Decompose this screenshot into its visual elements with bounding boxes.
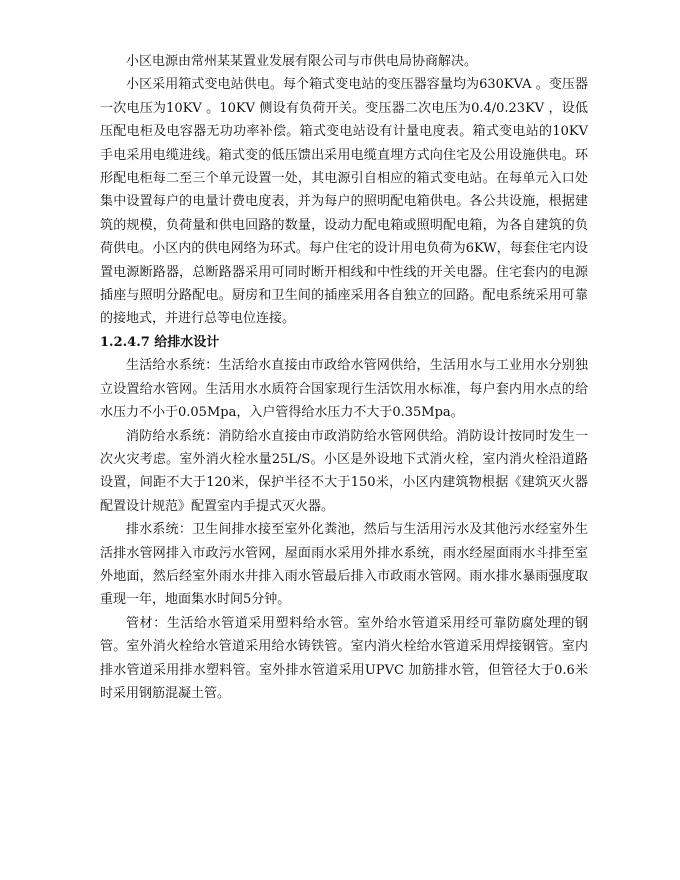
paragraph-substation-supply: 小区采用箱式变电站供电。每个箱式变电站的变压器容量均为630KVA 。变压器一次电压为10KV 。10KV 侧设有负荷开关。变压器二次电压为0.4/0.23KV ，设低压配电柜及电容器无功功率补偿。箱式变电站设有计量电度表。箱式变电站的10KV 手电采用电缆进线。箱式变的低压馈出采用电缆直埋方式向住宅及公用设施供电。环形配电柜每二至三个单元设置一处，其电源引自相应的箱式变电站。在每单元入口处集中设置每户的电量计费电度表，并为每户的照明配电箱供电。各公共设施，根据建筑的规模，负荷量和供电回路的数量，设动力配电箱或照明配电箱，为各自建筑的负荷供电。小区内的供电网络为环式。每户住宅的设计用电负荷为6KW，每套住宅内设置电源断路器，总断路器采用可同时断开相线和中性线的开关电器。住宅套内的电源插座与照明分路配电。厨房和卫生间的插座采用各自独立的回路。配电系统采用可靠的接地式，并进行总等电位连接。 (100, 77, 588, 327)
paragraph-drainage-system: 排水系统：卫生间排水接至室外化粪池，然后与生活用污水及其他污水经室外生活排水管网排入市政污水管网，屋面雨水采用外排水系统，雨水经屋面雨水斗排至室外地面，然后经室外雨水井排入雨水管最后排入市政雨水管网。雨水排水暴雨强度取重现一年，地面集水时间5分钟。 (100, 522, 588, 608)
paragraph-pipe-materials: 管材：生活给水管道采用塑料给水管。室外给水管道采用经可靠防腐处理的钢管。室外消火栓给水管道采用给水铸铁管。室内消火栓给水管道采用焊接钢管。室内排水管道采用排水塑料管。室外排水管道采用UPVC 加筋排水管，但管径大于0.6米时采用钢筋混凝土管。 (100, 615, 588, 701)
section-heading-water-supply-drainage: 1.2.4.7 给排水设计 (100, 334, 220, 350)
document-body (100, 50, 588, 705)
paragraph-fire-water-supply: 消防给水系统：消防给水直接由市政消防给水管网供给。消防设计按同时发生一次火灾考虑。室外消火栓水量25L/S。小区是外设地下式消火栓，室内消火栓沿道路设置，间距不大于120米，保护半径不大于150米，小区内建筑物根据《建筑灭火器配置设计规范》配置室内手提式灭火器。 (100, 428, 588, 514)
paragraph-power-source: 小区电源由常州某某置业发展有限公司与市供电局协商解决。 (126, 54, 478, 69)
paragraph-domestic-water-supply: 生活给水系统：生活给水直接由市政给水管网供给，生活用水与工业用水分别独立设置给水管网。生活用水水质符合国家现行生活饮用水标准，每户套内用水点的给水压力不小于0.05Mpa，入户管得给水压力不大于0.35Mpa。 (100, 358, 588, 421)
